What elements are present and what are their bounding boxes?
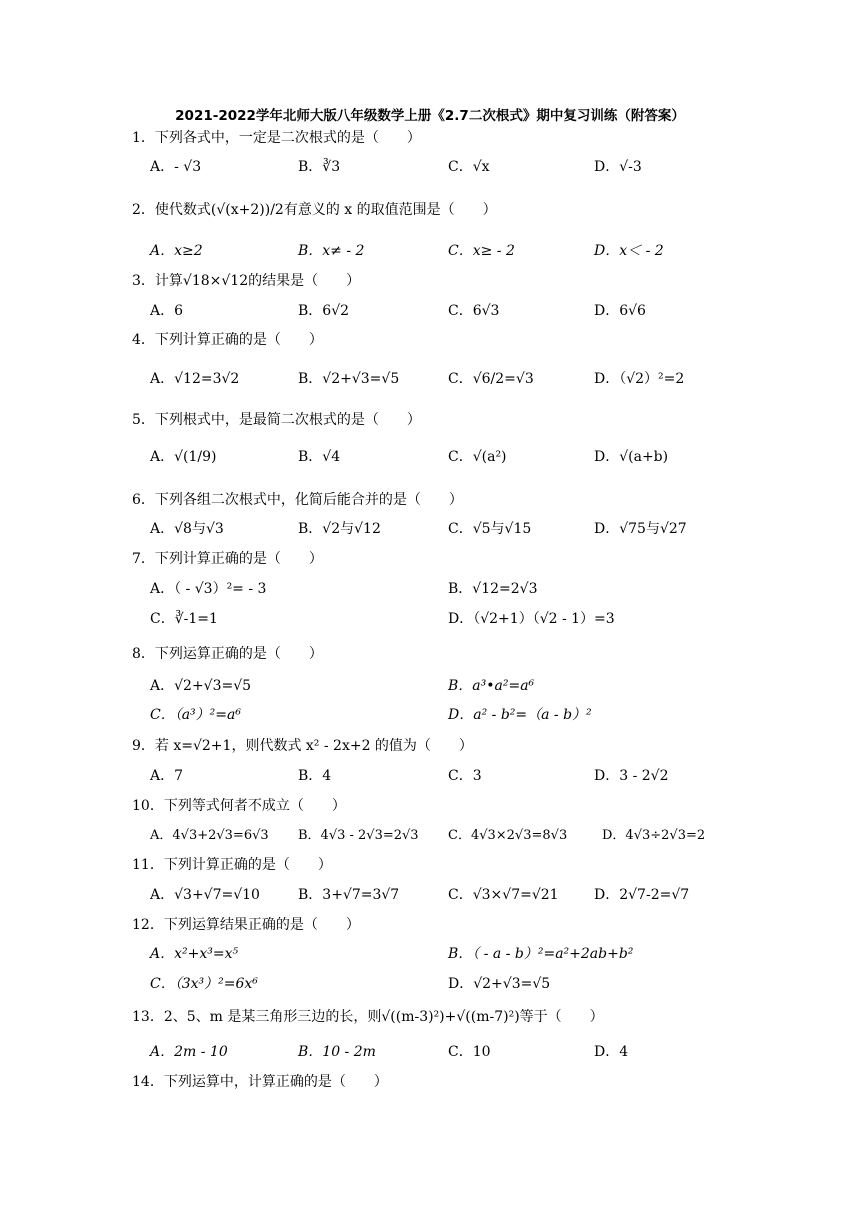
option-b: B．（ - a - b）²=a²+2ab+b² [448, 946, 634, 962]
question-6-stem: 6．下列各组二次根式中，化简后能合并的是（ ） [132, 492, 463, 508]
question-11-stem: 11．下列计算正确的是（ ） [132, 857, 332, 873]
question-5-stem: 5．下列根式中，是最简二次根式的是（ ） [132, 412, 421, 428]
question-8-options-row1 [150, 675, 750, 705]
option-d: D．√75与√27 [594, 521, 687, 537]
option-b: B．3+√7=3√7 [298, 887, 400, 903]
question-8-stem: 8．下列运算正确的是（ ） [132, 646, 323, 662]
question-14-stem: 14．下列运算中，计算正确的是（ ） [132, 1074, 388, 1090]
option-c: C．10 [448, 1044, 491, 1060]
option-a: A．√(1/9) [150, 449, 217, 465]
option-c: C．4√3×2√3=8√3 [448, 828, 568, 843]
option-c: C．√x [448, 159, 490, 175]
option-d: D．√2+√3=√5 [448, 976, 551, 992]
option-b: B．∛3 [298, 159, 341, 175]
question-1-stem: 1．下列各式中，一定是二次根式的是（ ） [132, 130, 421, 146]
option-a: A．√8与√3 [150, 521, 224, 537]
option-d: D．4√3÷2√3=2 [602, 828, 706, 843]
question-5-options [150, 446, 750, 476]
option-a: A．√12=3√2 [150, 371, 240, 387]
question-4-stem: 4．下列计算正确的是（ ） [132, 332, 323, 348]
option-c: C．√(a²) [448, 449, 507, 465]
option-b: B．√4 [298, 449, 341, 465]
option-c: C．√5与√15 [448, 521, 532, 537]
question-13-stem: 13．2、5、m 是某三角形三边的长，则√((m-3)²)+√((m-7)²)等于（ ） [132, 1009, 604, 1025]
question-7-stem: 7．下列计算正确的是（ ） [132, 551, 323, 567]
question-7-options-row1 [150, 578, 750, 608]
question-12-options-row2 [150, 973, 750, 1003]
document-title: 2021-2022学年北师大版八年级数学上册《2.7二次根式》期中复习训练（附答案） [175, 108, 685, 124]
option-a: A．√3+√7=√10 [150, 887, 260, 903]
option-b: B．√12=2√3 [448, 581, 538, 597]
question-7-options-row2 [150, 608, 750, 638]
option-b: B．10 - 2m [298, 1044, 376, 1060]
question-11-options [150, 884, 750, 914]
option-d: D．√-3 [594, 159, 642, 175]
option-d: D．（√2+1）（√2 - 1）=3 [448, 611, 615, 627]
option-a: A．2m - 10 [150, 1044, 228, 1060]
option-b: B．√2+√3=√5 [298, 371, 400, 387]
option-d: D．3 - 2√2 [594, 768, 669, 784]
option-a: A．6 [150, 303, 184, 319]
option-d: D．2√7-2=√7 [594, 887, 690, 903]
option-a: A．x≥2 [150, 243, 203, 259]
option-a: A．4√3+2√3=6√3 [150, 828, 269, 843]
option-d: D．6√6 [594, 303, 646, 319]
option-d: D．x＜ - 2 [594, 243, 664, 259]
option-a: A．√2+√3=√5 [150, 678, 252, 694]
question-1-options [150, 156, 750, 186]
option-b: B．6√2 [298, 303, 350, 319]
question-12-stem: 12．下列运算结果正确的是（ ） [132, 917, 360, 933]
option-c: C．（a³）²=a⁶ [150, 707, 241, 723]
option-c: C．（3x³）²=6x⁶ [150, 976, 258, 992]
option-d: D．4 [594, 1044, 629, 1060]
question-4-options [150, 368, 750, 398]
question-9-options [150, 765, 750, 795]
option-d: D．√(a+b) [594, 449, 669, 465]
option-c: C．3 [448, 768, 482, 784]
option-a: A．- √3 [150, 159, 202, 175]
question-10-options [150, 824, 750, 854]
question-12-options-row1 [150, 943, 750, 973]
question-3-stem: 3．计算√18×√12的结果是（ ） [132, 273, 361, 289]
question-2-options [150, 240, 750, 270]
option-b: B．√2与√12 [298, 521, 381, 537]
question-13-options [150, 1041, 750, 1071]
question-2-stem: 2．使代数式(√(x+2))/2有意义的 x 的取值范围是（ ） [132, 202, 497, 218]
question-10-stem: 10．下列等式何者不成立（ ） [132, 798, 346, 814]
option-c: C．∛-1=1 [150, 611, 218, 627]
option-b: B．4 [298, 768, 332, 784]
question-9-stem: 9．若 x=√2+1，则代数式 x² - 2x+2 的值为（ ） [132, 738, 473, 754]
option-d: D．a² - b²=（a - b）² [448, 707, 592, 723]
question-6-options [150, 518, 750, 548]
question-3-options [150, 300, 750, 330]
option-c: C．6√3 [448, 303, 500, 319]
option-c: C．√6/2=√3 [448, 371, 534, 387]
option-c: C．x≥ - 2 [448, 243, 515, 259]
option-b: B．4√3 - 2√3=2√3 [298, 828, 419, 843]
question-8-options-row2 [150, 704, 750, 734]
option-a: A．x²+x³=x⁵ [150, 946, 239, 962]
option-b: B．x≠ - 2 [298, 243, 365, 259]
option-d: D．（√2）²=2 [594, 371, 685, 387]
option-b: B．a³•a²=a⁶ [448, 678, 535, 694]
option-a: A．7 [150, 768, 184, 784]
option-c: C．√3×√7=√21 [448, 887, 559, 903]
option-a: A．（ - √3）²= - 3 [150, 581, 267, 597]
